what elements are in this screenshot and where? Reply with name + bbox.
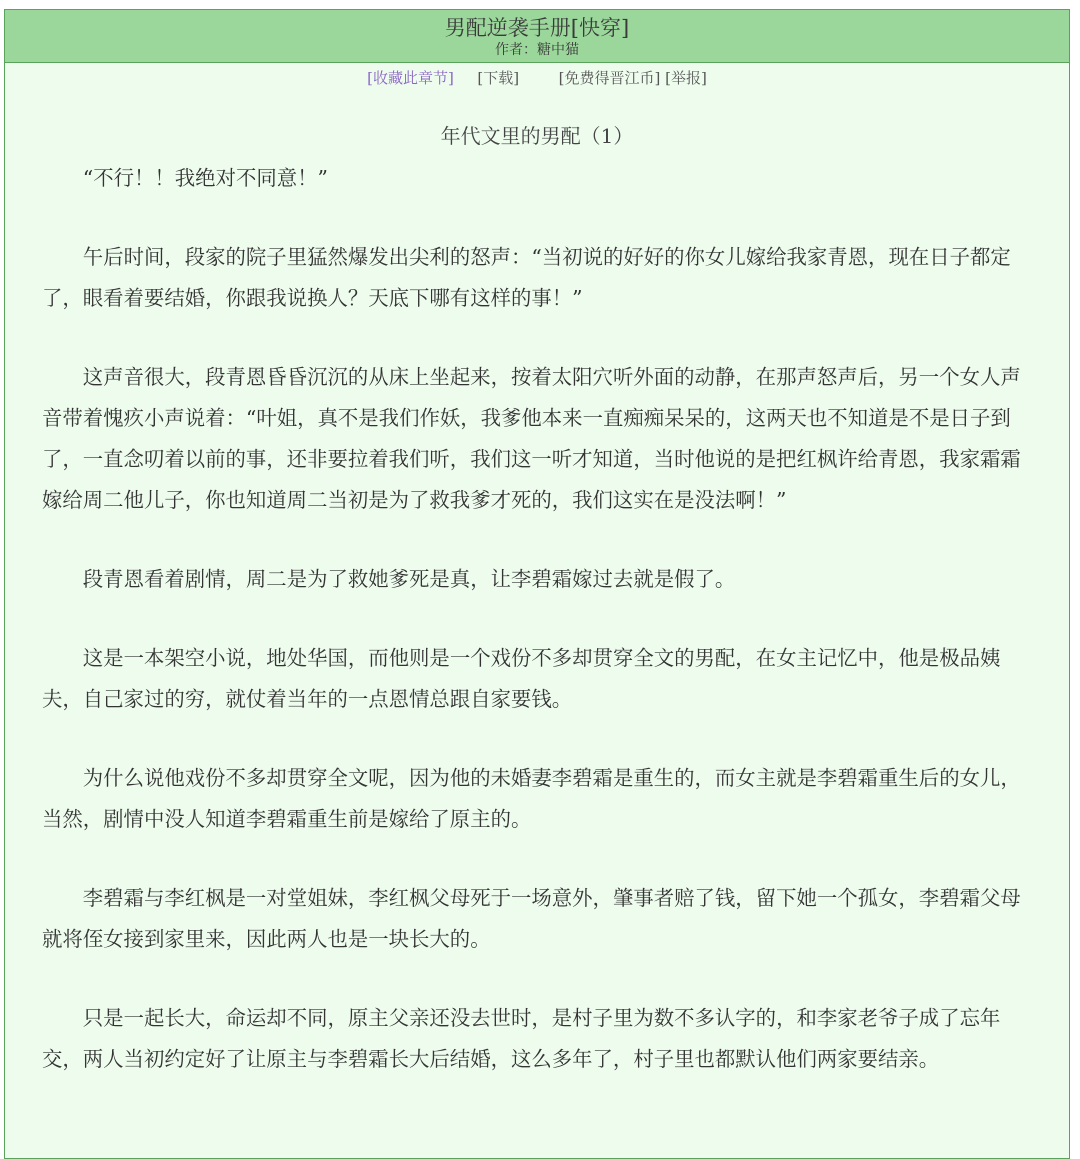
paragraph: 为什么说他戏份不多却贯穿全文呢，因为他的未婚妻李碧霜是重生的，而女主就是李碧霜重生后的女儿，当然，剧情中没人知道李碧霜重生前是嫁给了原主的。 xyxy=(42,766,1021,831)
book-title[interactable]: 男配逆袭手册[快穿] xyxy=(444,16,630,40)
free-coins-link[interactable]: [免费得晋江币] xyxy=(558,69,661,87)
paragraph: 段青恩看着剧情，周二是为了救她爹死是真，让李碧霜嫁过去就是假了。 xyxy=(82,567,736,591)
paragraph: 只是一起长大，命运却不同，原主父亲还没去世时，是村子里为数不多认字的，和李家老爷子成了忘年交，两人当初约定好了让原主与李碧霜长大后结婚，这么多年了，村子里也都默认他们两家要结亲。 xyxy=(42,1006,1001,1071)
chapter-title: 年代文里的男配（1） xyxy=(440,124,634,148)
page-frame xyxy=(4,9,1070,1159)
paragraph: “不行！！我绝对不同意！” xyxy=(82,166,328,190)
download-link[interactable]: [下载] xyxy=(477,69,520,87)
paragraph: 这声音很大，段青恩昏昏沉沉的从床上坐起来，按着太阳穴听外面的动静，在那声怒声后，另一个女人声音带着愧疚小声说着：“叶姐，真不是我们作妖，我爹他本来一直痴痴呆呆的，这两天也不知道是不是日子到了，一直念叨着以前的事，还非要拉着我们听，我们这一听才知道，当时他说的是把红枫许给青恩，我家霜霜嫁给周二他儿子，你也知道周二当初是为了救我爹才死的，我们这实在是没法啊！” xyxy=(42,365,1021,512)
report-link[interactable]: [举报] xyxy=(665,69,707,87)
chapter-toolbar xyxy=(5,68,1069,88)
paragraph: 这是一本架空小说，地处华国，而他则是一个戏份不多却贯穿全文的男配，在女主记忆中，他是极品姨夫，自己家过的穷，就仗着当年的一点恩情总跟自家要钱。 xyxy=(42,646,1001,711)
chapter-content xyxy=(42,158,1032,1118)
paragraph: 李碧霜与李红枫是一对堂姐妹，李红枫父母死于一场意外，肇事者赔了钱，留下她一个孤女，李碧霜父母就将侄女接到家里来，因此两人也是一块长大的。 xyxy=(42,886,1021,951)
paragraph: 午后时间，段家的院子里猛然爆发出尖利的怒声：“当初说的好好的你女儿嫁给我家青恩，现在日子都定了，眼看着要结婚，你跟我说换人？天底下哪有这样的事！” xyxy=(42,245,1011,310)
author-line[interactable]: 作者：糖中猫 xyxy=(495,42,579,58)
book-header xyxy=(5,10,1069,63)
favorite-chapter-link[interactable]: [收藏此章节] xyxy=(367,69,454,87)
